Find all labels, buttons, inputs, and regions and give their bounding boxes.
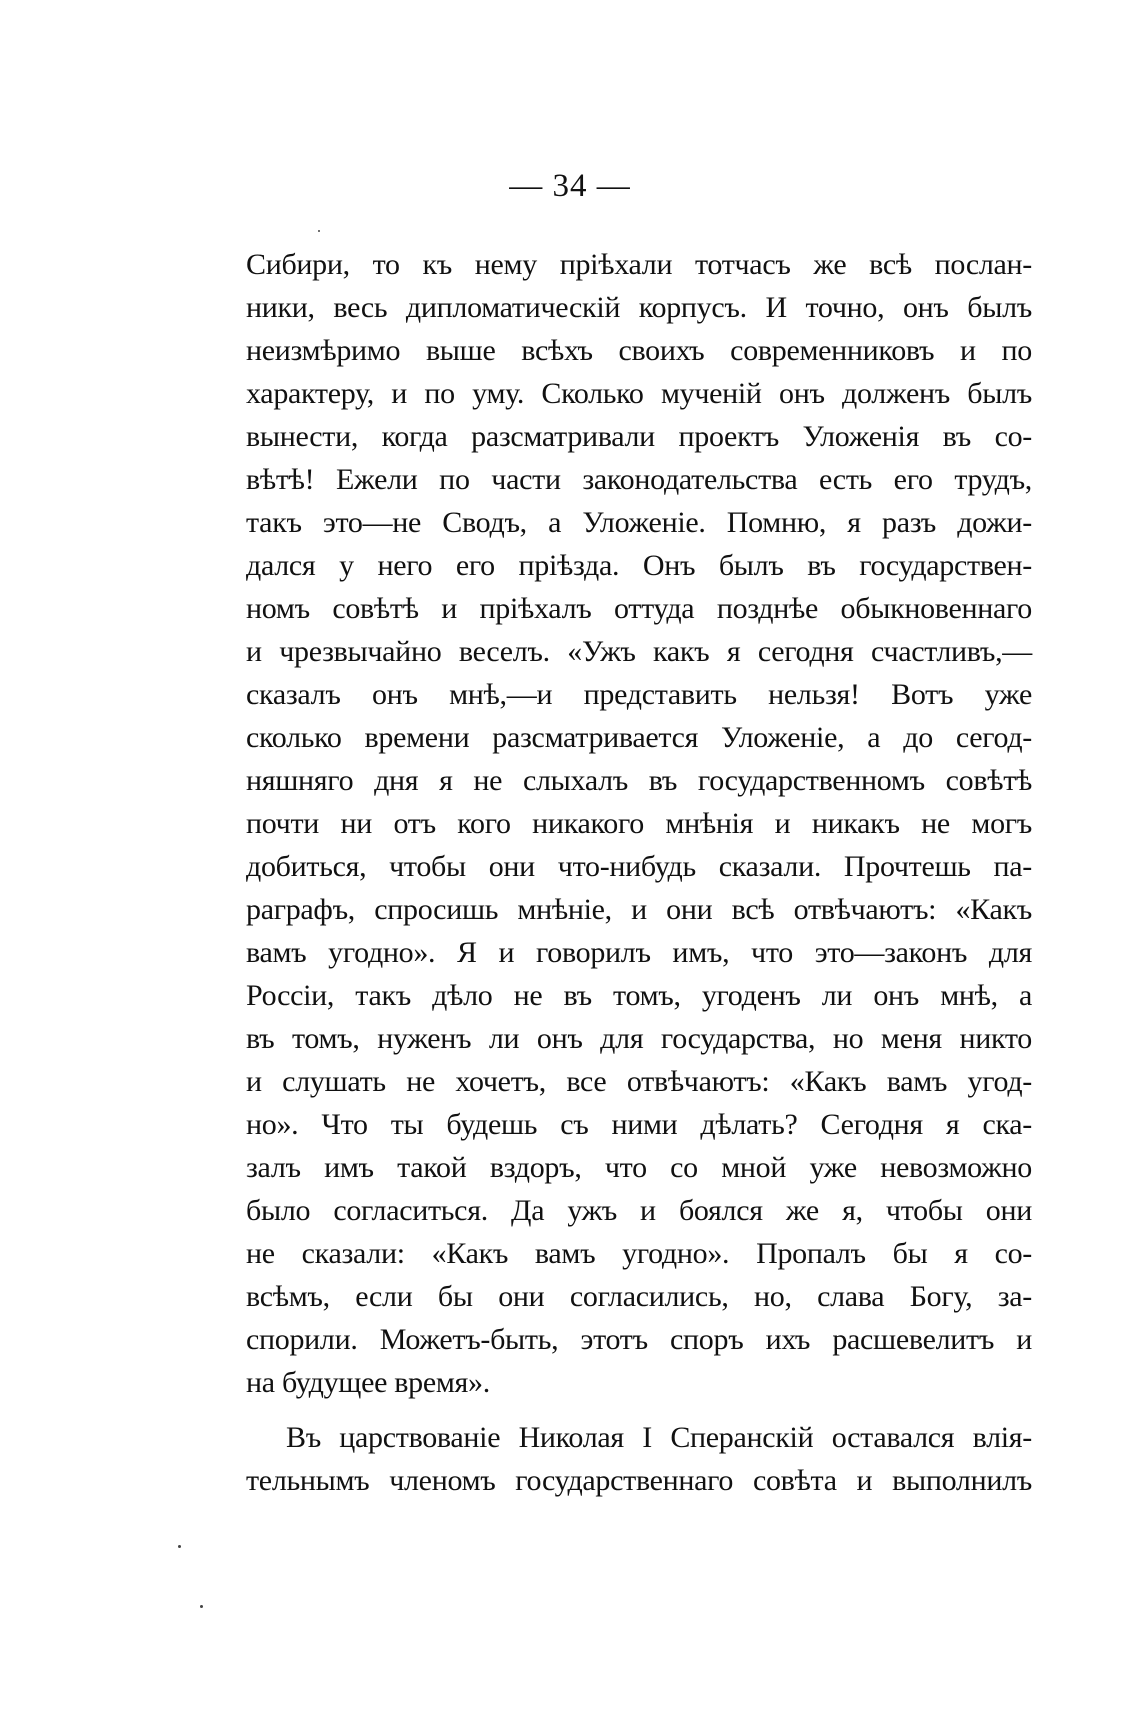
text-line: залъ имъ такой вздоръ, что со мной уже невозможно <box>246 1151 1032 1184</box>
paper-speck <box>318 230 320 232</box>
text-line: сказалъ онъ мнѣ,—и представить нельзя! Вотъ уже <box>246 678 1032 711</box>
text-line: дался у него его пріѣзда. Онъ былъ въ государствен- <box>246 549 1032 582</box>
body-text <box>246 243 1032 1502</box>
paper-speck <box>200 1605 203 1608</box>
text-line: ники, весь дипломатическій корпусъ. И точно, онъ былъ <box>246 291 1032 324</box>
text-line: но». Что ты будешь съ ними дѣлать? Сегодня я ска- <box>246 1108 1032 1141</box>
text-line: Сибири, то къ нему пріѣхали тотчасъ же всѣ послан- <box>246 248 1032 281</box>
text-line: вамъ угодно». Я и говорилъ имъ, что это—законъ для <box>246 936 1032 969</box>
text-line: Въ царствованіе Николая I Сперанскій оставался влія- <box>286 1421 1032 1454</box>
text-line: номъ совѣтѣ и пріѣхалъ оттуда позднѣе обыкновеннаго <box>246 592 1032 625</box>
page-number: — 34 — <box>509 168 631 204</box>
paragraph-gap <box>246 1404 1032 1416</box>
text-line: Россіи, такъ дѣло не въ томъ, угоденъ ли онъ мнѣ, а <box>246 979 1032 1012</box>
text-line: и чрезвычайно веселъ. «Ужъ какъ я сегодня счастливъ,— <box>246 635 1032 668</box>
text-line: добиться, чтобы они что-нибудь сказали. Прочтешь па- <box>246 850 1032 883</box>
text-line: и слушать не хочетъ, все отвѣчаютъ: «Какъ вамъ угод- <box>246 1065 1032 1098</box>
text-line: въ томъ, нуженъ ли онъ для государства, но меня никто <box>246 1022 1032 1055</box>
text-line: почти ни отъ кого никакого мнѣнія и никакъ не могъ <box>246 807 1032 840</box>
text-line: вѣтѣ! Ежели по части законодательства есть его трудъ, <box>246 463 1032 496</box>
text-line: няшняго дня я не слыхалъ въ государственномъ совѣтѣ <box>246 764 1032 797</box>
paragraph <box>246 243 1032 1404</box>
text-line: не сказали: «Какъ вамъ угодно». Пропалъ бы я со- <box>246 1237 1032 1270</box>
text-line: сколько времени разсматривается Уложеніе, а до сегод- <box>246 721 1032 754</box>
text-line: такъ это—не Сводъ, а Уложеніе. Помню, я разъ дожи- <box>246 506 1032 539</box>
paragraph <box>246 1416 1032 1502</box>
text-line: было согласиться. Да ужъ и боялся же я, чтобы они <box>246 1194 1032 1227</box>
text-line: неизмѣримо выше всѣхъ своихъ современниковъ и по <box>246 334 1032 367</box>
text-line: спорили. Можетъ-быть, этотъ споръ ихъ расшевелитъ и <box>246 1323 1032 1356</box>
text-line: вынести, когда разсматривали проектъ Уложенія въ со- <box>246 420 1032 453</box>
text-line: всѣмъ, если бы они согласились, но, слава Богу, за- <box>246 1280 1032 1313</box>
text-line: на будущее время». <box>246 1366 490 1399</box>
text-line: тельнымъ членомъ государственнаго совѣта и выполнилъ <box>246 1464 1032 1497</box>
text-line: характеру, и по уму. Сколько мученій онъ долженъ былъ <box>246 377 1032 410</box>
text-line: раграфъ, спросишь мнѣніе, и они всѣ отвѣчаютъ: «Какъ <box>246 893 1032 926</box>
paper-speck <box>178 1545 181 1548</box>
